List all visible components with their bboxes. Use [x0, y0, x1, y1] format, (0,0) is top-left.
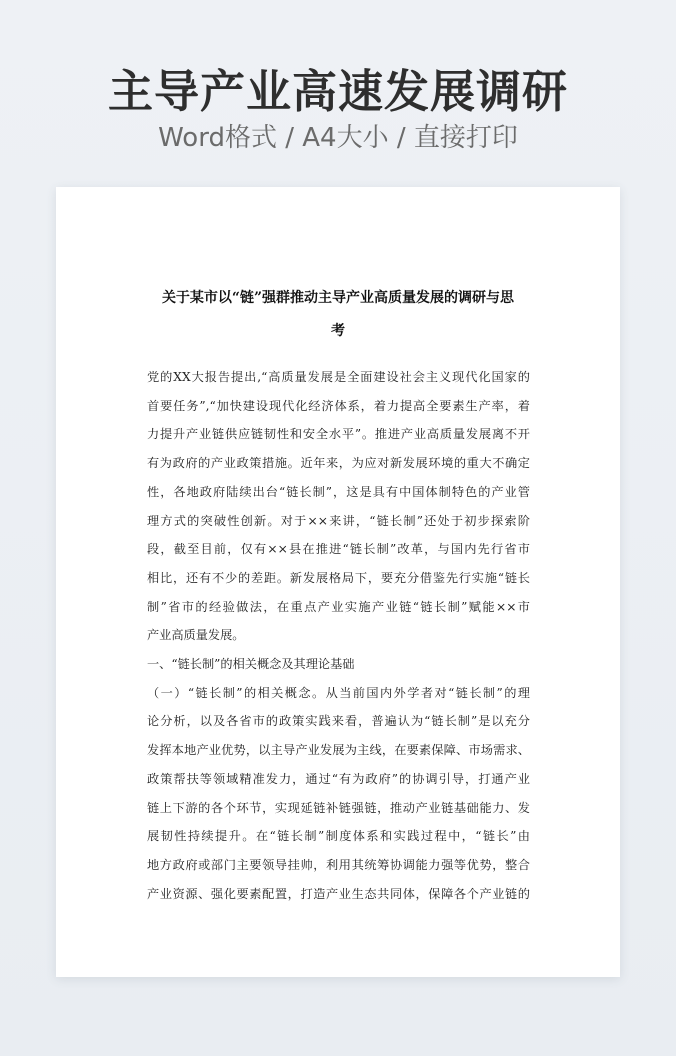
document-title-line: 考 [331, 323, 345, 339]
page-title: 主导产业高速发展调研 [107, 65, 568, 118]
document-page [56, 187, 620, 977]
body-line: 论分析，以及各省市的政策实践来看，普遍认为“链长制”是以充分 [147, 714, 530, 729]
body-line: 地方政府或部门主要领导挂帅，利用其统筹协调能力强等优势，整合 [147, 857, 530, 872]
body-line: 制”省市的经验做法，在重点产业实施产业链“链长制”赋能××市 [147, 599, 530, 614]
body-line: 首要任务”,“加快建设现代化经济体系，着力提高全要素生产率，着 [147, 398, 530, 413]
document-title [136, 282, 540, 348]
body-line: 链上下游的各个环节，实现延链补链强链，推动产业链基础能力、发 [147, 800, 530, 815]
body-line: 有为政府的产业政策措施。近年来，为应对新发展环境的重大不确定 [147, 456, 530, 471]
body-line: 相比，还有不少的差距。新发展格局下，要充分借鉴先行实施“链长 [147, 570, 530, 585]
body-line: 政策帮扶等领域精准发力，通过“有为政府”的协调引导，打通产业 [147, 771, 530, 786]
body-line: 理方式的突破性创新。对于××来讲，“链长制”还处于初步探索阶 [147, 513, 530, 528]
document-body [147, 363, 530, 908]
body-line: 党的XX大报告提出,“高质量发展是全面建设社会主义现代化国家的 [147, 370, 530, 384]
body-line: 展韧性持续提升。在“链长制”制度体系和实践过程中，“链长”由 [147, 829, 530, 844]
body-line: 段，截至目前，仅有××县在推进“链长制”改革，与国内先行省市 [147, 542, 530, 557]
body-line: 力提升产业链供应链韧性和安全水平”。推进产业高质量发展离不开 [147, 427, 530, 442]
section-heading: 一、“链长制”的相关概念及其理论基础 [147, 657, 355, 672]
document-title-line: 关于某市以“链”强群推动主导产业高质量发展的调研与思 [161, 290, 515, 306]
body-line: 产业资源、强化要素配置，打造产业生态共同体，保障各个产业链的 [147, 886, 530, 901]
body-line: 性，各地政府陆续出台“链长制”，这是具有中国体制特色的产业管 [147, 484, 530, 499]
body-line: 产业高质量发展。 [147, 628, 245, 643]
body-line: （一）“链长制”的相关概念。从当前国内外学者对“链长制”的理 [147, 685, 530, 700]
body-line: 发挥本地产业优势，以主导产业发展为主线，在要素保障、市场需求、 [147, 743, 530, 758]
page-subtitle: Word格式 / A4大小 / 直接打印 [158, 123, 518, 153]
